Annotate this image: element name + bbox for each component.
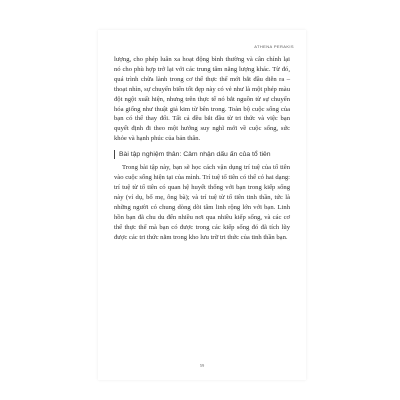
section-heading: Bài tập nghiệm thân: Cảm nhận dấu ấn của tổ tiên [114, 150, 290, 159]
page-number: 59 [199, 363, 205, 368]
book-page [98, 30, 306, 380]
paragraph-2: Trong bài tập này, bạn sẽ học cách vận dụng trí tuệ của tổ tiên vào cuộc sống hiện tại của mình. Trí tuệ tổ tiên có thể có hai dạng: trí tuệ từ tổ tiên có quan hệ huyết thống với bạn trong kiếp sống này (ví dụ, bố mẹ, ông bà); và trí tuệ từ tổ tiên tinh thần, tức là những người có chung dòng dõi tâm linh rộng lớn với bạn. Linh hồn bạn đã chu du đến nhiều nơi qua nhiều kiếp sống, và các cơ thể thực thể mà bạn có được trong các kiếp sống đó đã tích lũy được các tri thức nằm trong kho lưu trữ tri thức của tinh thần bạn. [114, 164, 290, 241]
body-text [114, 55, 290, 242]
paragraph-1: lượng, cho phép luân xa hoạt động bình thường và cân chỉnh lại nó cho phù hợp trở lại với các trung tâm năng lượng khác. Từ đó, quá trình chữa lành trong cơ thể thực thể mới bắt đầu diễn ra – thoạt nhìn, sự chuyển biến tốt đẹp này có vẻ như là một phép màu đột ngột xuất hiện, nhưng trên thực tế nó bắt nguồn từ sự chuyển hóa giống như thuật giả kim từ bên trong. Toàn bộ cuộc sống của bạn có thể thay đổi. Tất cả đều bắt đầu từ tri thức và việc bạn quyết định đi theo một hướng suy nghĩ mới về cuộc sống, sức khỏe và hạnh phúc của bản thân. [114, 56, 290, 143]
running-head: ATHENA PERAKIS [254, 44, 294, 49]
